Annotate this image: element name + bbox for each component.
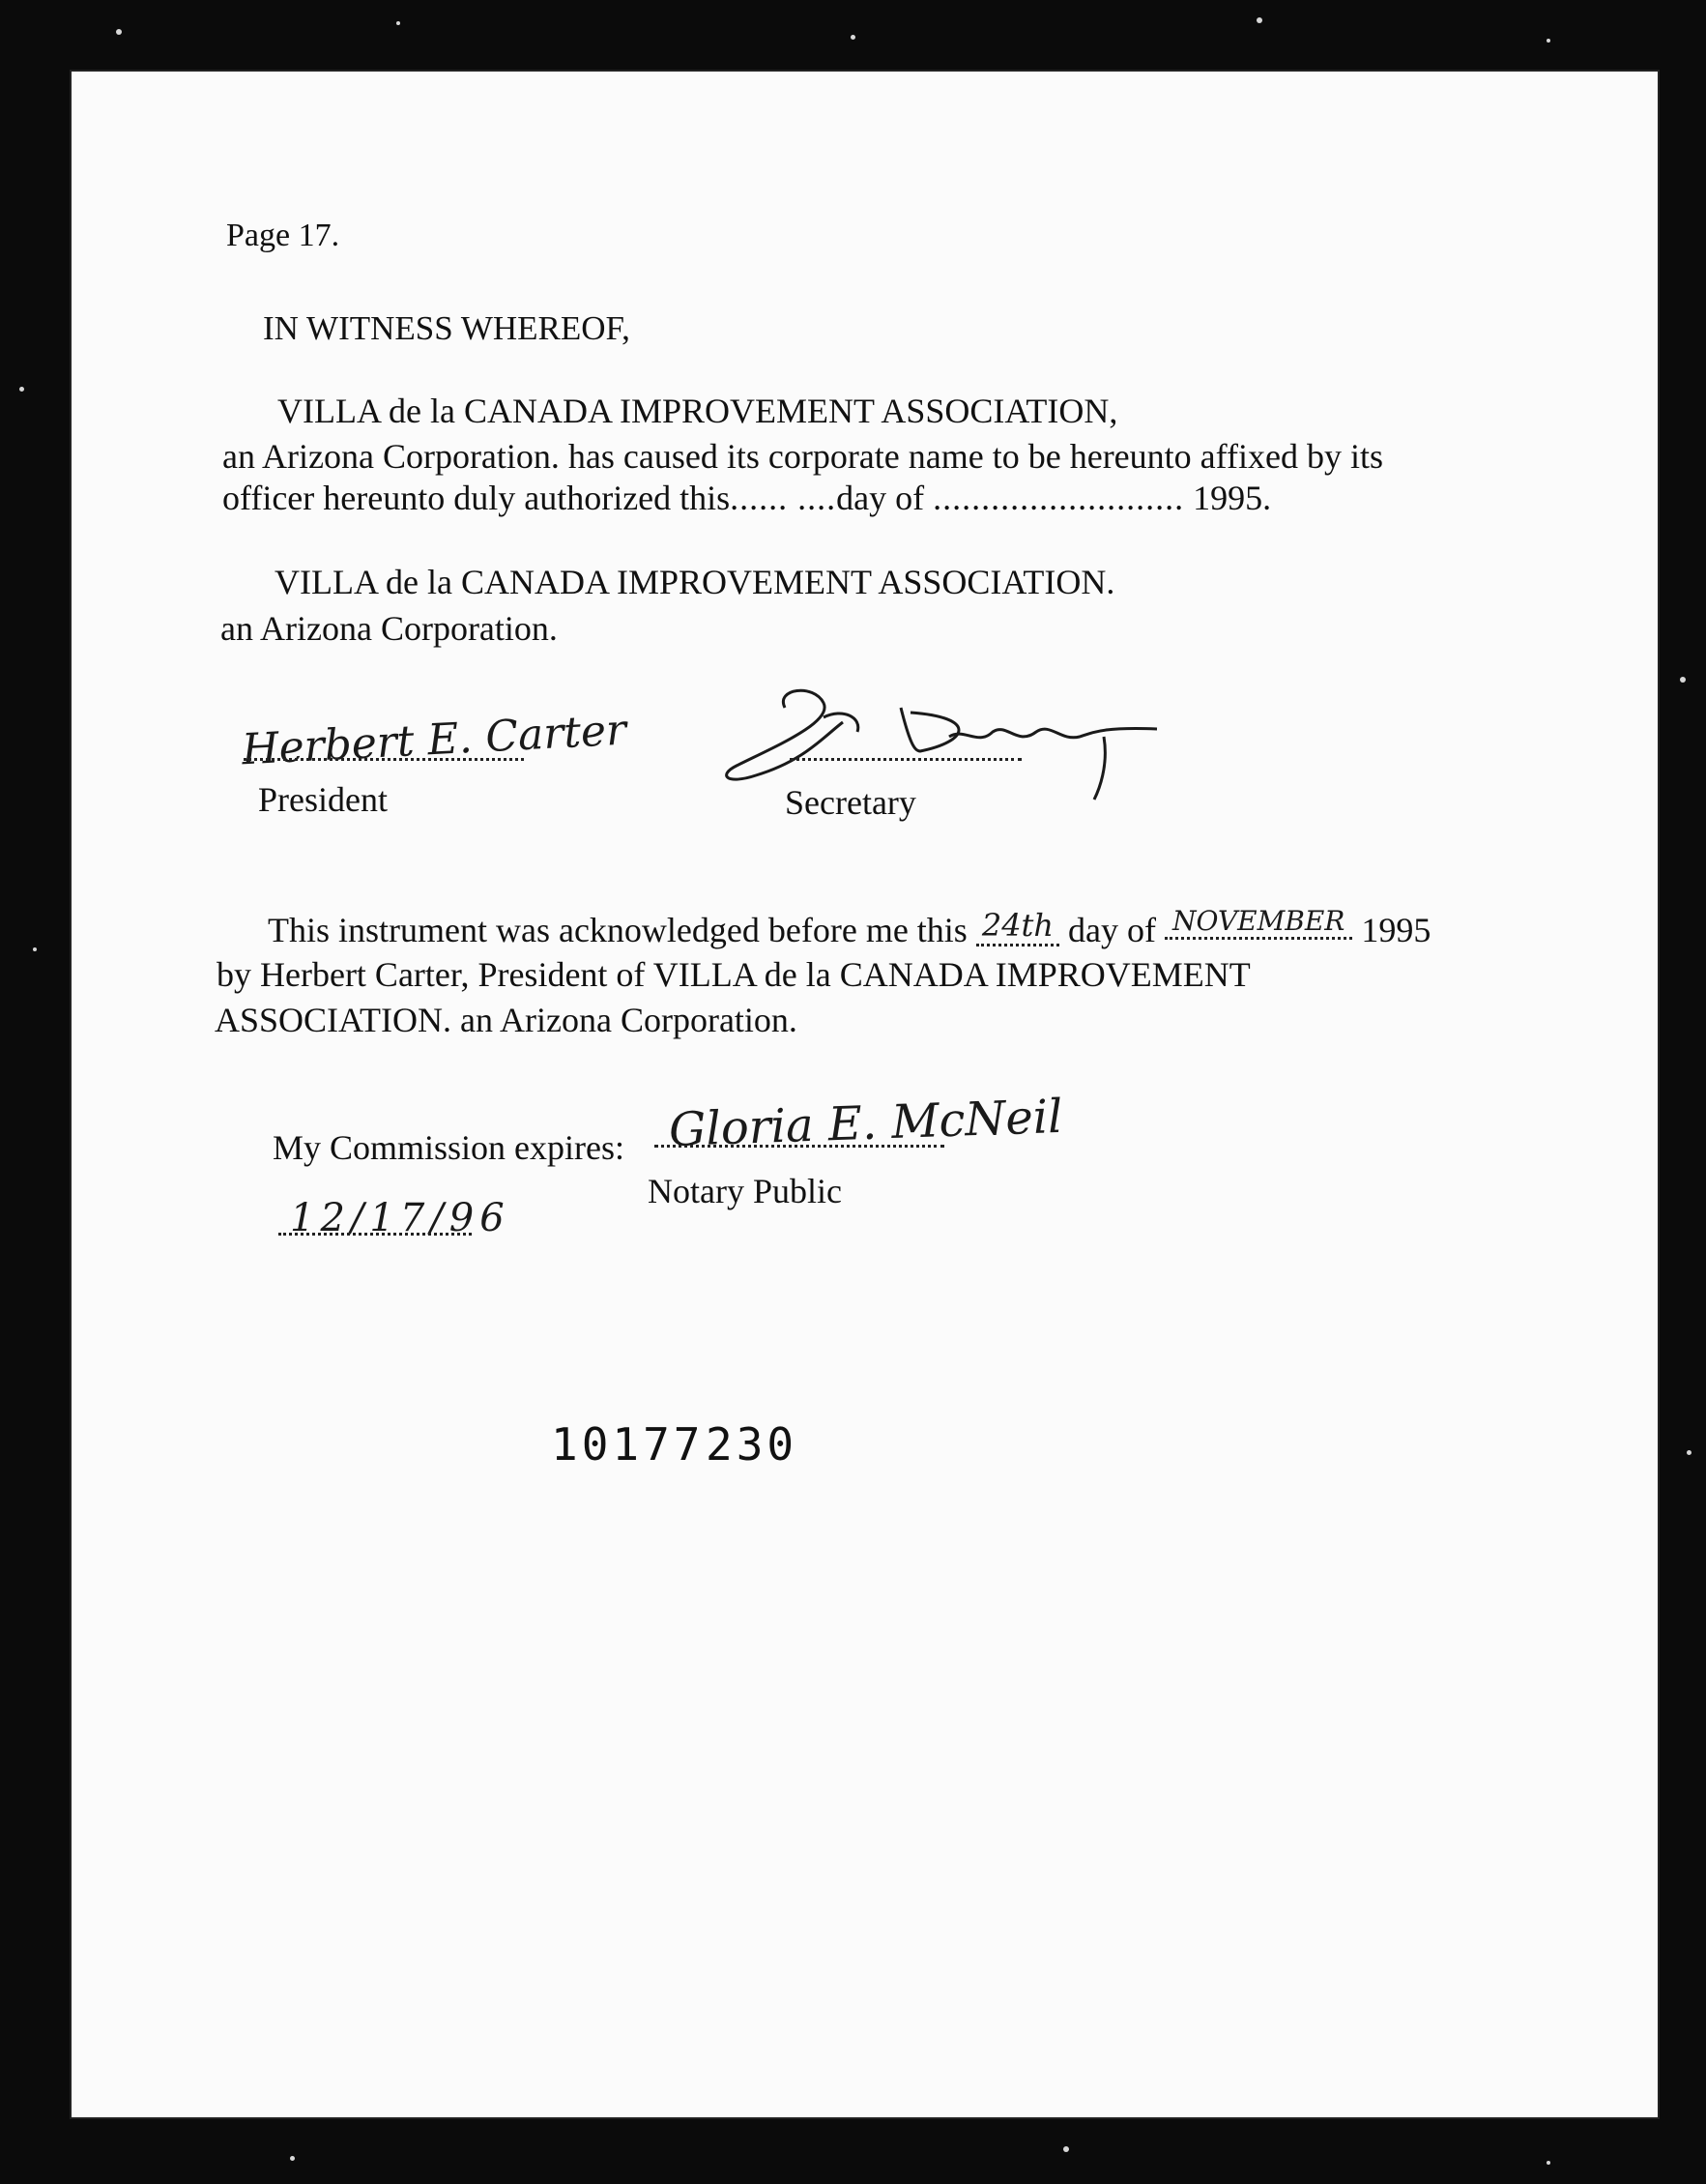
commission-date-handwritten: 12/17/96 — [290, 1196, 510, 1240]
para1-line2: an Arizona Corporation. has caused its corporate name to be hereunto affixed by its — [222, 437, 1383, 476]
ack-line2: by Herbert Carter, President of VILLA de la CANADA IMPROVEMENT — [217, 955, 1251, 994]
heading-witness: IN WITNESS WHEREOF, — [263, 309, 630, 347]
page-number: Page 17. — [226, 218, 340, 253]
president-signature: Herbert E. Carter — [240, 705, 628, 775]
ack-line1-text: This instrument was acknowledged before me this — [268, 911, 968, 949]
corp-type: an Arizona Corporation. — [220, 609, 558, 648]
book-number: 10177 — [551, 1418, 705, 1471]
ack-month-handwritten: NOVEMBER — [1165, 905, 1352, 940]
ack-year: 1995 — [1361, 911, 1431, 949]
ack-line1-dayof: day of — [1068, 911, 1156, 949]
document-page — [70, 70, 1660, 2119]
notary-signature: Gloria E. McNeil — [668, 1089, 1064, 1158]
corp-name: VILLA de la CANADA IMPROVEMENT ASSOCIATION. — [275, 563, 1115, 601]
day-blank: ...... .... — [730, 479, 837, 517]
ack-day-handwritten: 24th — [976, 907, 1059, 946]
ack-line1 — [268, 905, 1431, 949]
notary-label: Notary Public — [648, 1172, 842, 1210]
para1-line3-text-a: officer hereunto duly authorized this — [222, 479, 731, 517]
secretary-signature-line — [790, 758, 1022, 761]
commission-date-line — [278, 1233, 472, 1236]
month-blank: .......................... — [933, 479, 1185, 517]
president-label: President — [258, 780, 388, 819]
para1-line3-year: 1995. — [1193, 479, 1272, 517]
commission-label: My Commission expires: — [273, 1128, 625, 1167]
notary-signature-line — [654, 1145, 944, 1148]
para1-line3-text-b: day of — [836, 479, 925, 517]
secretary-label: Secretary — [785, 783, 916, 822]
para1-line3 — [222, 480, 1271, 515]
page-number-stamp: 230 — [706, 1418, 798, 1471]
ack-line3: ASSOCIATION. an Arizona Corporation. — [215, 1001, 797, 1039]
president-signature-line — [244, 758, 524, 761]
para1-line1: VILLA de la CANADA IMPROVEMENT ASSOCIATION, — [277, 392, 1118, 430]
